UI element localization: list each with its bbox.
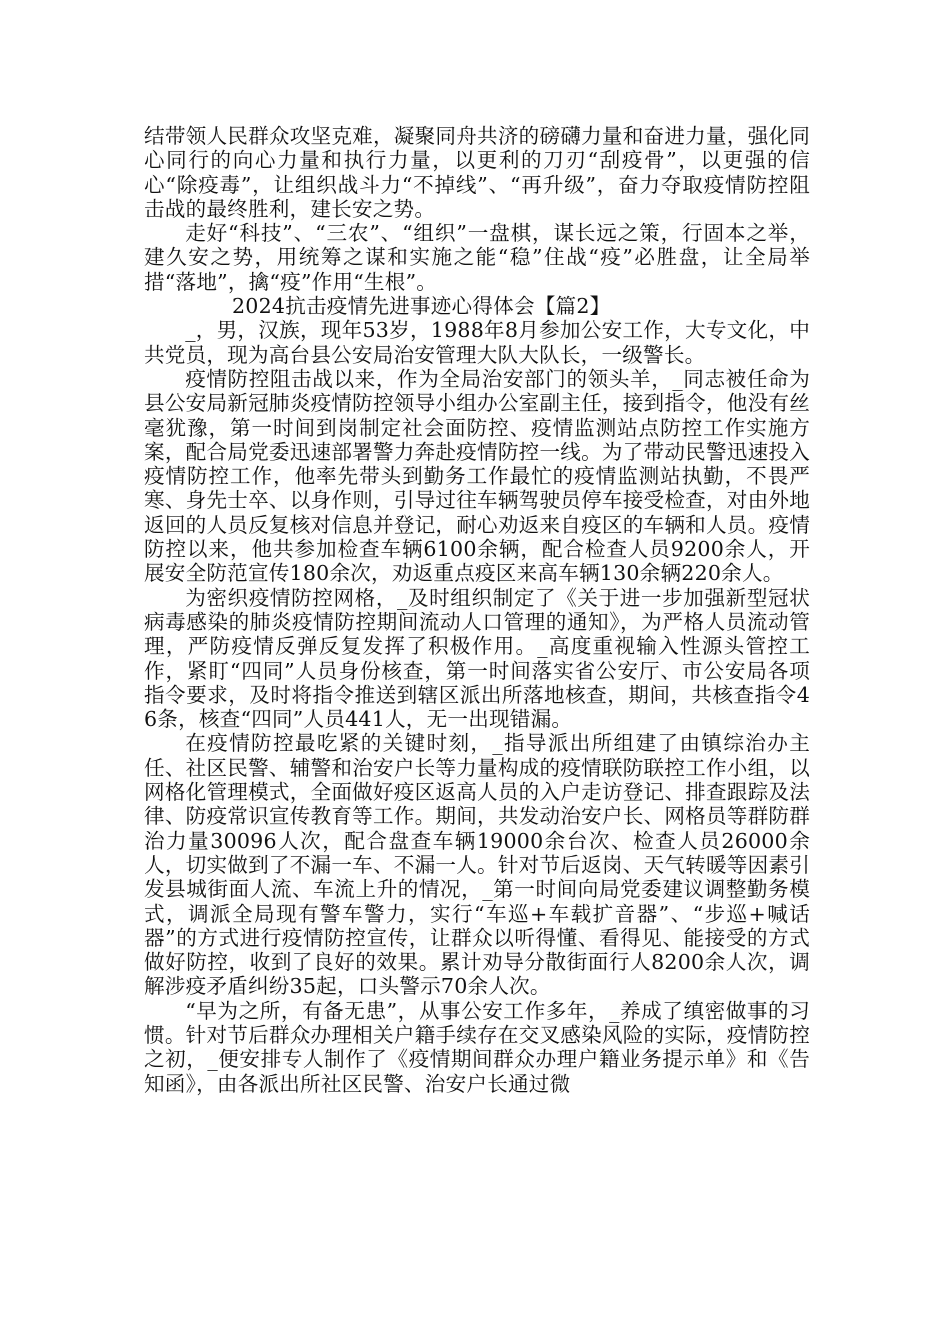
paragraph-2: 走好“科技”、“三农”、“组织”一盘棋，谋长远之策，行固本之举，建久安之势，用统筹之谋和实施之能“稳”住战“疫”必胜盘，让全局举措“落地”，擒“疫”作用“生根”。 [144,221,810,294]
paragraph-3: _，男，汉族，现年53岁，1988年8月参加公安工作，大专文化，中共党员，现为高台县公安局治安管理大队大队长，一级警长。 [144,318,810,367]
document-page [144,124,810,1096]
paragraph-5: 为密织疫情防控网格，_及时组织制定了《关于进一步加强新型冠状病毒感染的肺炎疫情防控期间流动人口管理的通知》，为严格人员流动管理，严防疫情反弹反复发挥了积极作用。_高度重视输入性源头管控工作，紧盯“四同”人员身份核查，第一时间落实省公安厅、市公安局各项指令要求，及时将指令推送到辖区派出所落地核查，期间，共核查指令46条，核查“四同”人员441人，无一出现错漏。 [144,585,810,732]
paragraph-1: 结带领人民群众攻坚克难，凝聚同舟共济的磅礴力量和奋进力量，强化同心同行的向心力量和执行力量，以更利的刀刃“刮疫骨”，以更强的信心“除疫毒”，让组织战斗力“不掉线”、“再升级”，奋力夺取疫情防控阻击战的最终胜利，建长安之势。 [144,124,810,221]
paragraph-4: 疫情防控阻击战以来，作为全局治安部门的领头羊，_同志被任命为县公安局新冠肺炎疫情防控领导小组办公室副主任，接到指令，他没有丝毫犹豫，第一时间到岗制定社会面防控、疫情监测站点防控工作实施方案，配合局党委迅速部署警力奔赴疫情防控一线。为了带动民警迅速投入疫情防控工作，他率先带头到勤务工作最忙的疫情监测站执勤，不畏严寒、身先士卒、以身作则，引导过往车辆驾驶员停车接受检查，对由外地返回的人员反复核对信息并登记，耐心劝返来自疫区的车辆和人员。疫情防控以来，他共参加检查车辆6100余辆，配合检查人员9200余人，开展安全防范宣传180余次，劝返重点疫区来高车辆130余辆220余人。 [144,366,810,586]
section-heading: 2024抗击疫情先进事迹心得体会【篇2】 [232,294,611,319]
paragraph-7: “早为之所，有备无患”，从事公安工作多年，_养成了缜密做事的习惯。针对节后群众办理相关户籍手续存在交叉感染风险的实际，疫情防控之初，_便安排专人制作了《疫情期间群众办理户籍业务提示单》和《告知函》，由各派出所社区民警、治安户长通过微 [144,998,810,1096]
paragraph-6: 在疫情防控最吃紧的关键时刻，_指导派出所组建了由镇综治办主任、社区民警、辅警和治安户长等力量构成的疫情联防联控工作小组，以网格化管理模式，全面做好疫区返高人员的入户走访登记、排查跟踪及法律、防疫常识宣传教育等工作。期间，共发动治安户长、网格员等群防群治力量30096人次，配合盘查车辆19000余台次、检查人员26000余人，切实做到了不漏一车、不漏一人。针对节后返岗、天气转暖等因素引发县城街面人流、车流上升的情况，_第一时间向局党委建议调整勤务模式，调派全局现有警车警力，实行“车巡+车载扩音器”、“步巡+喊话器”的方式进行疫情防控宣传，让群众以听得懂、看得见、能接受的方式做好防控，收到了良好的效果。累计劝导分散街面行人8200余人次，调解涉疫矛盾纠纷35起，口头警示70余人次。 [144,731,810,999]
